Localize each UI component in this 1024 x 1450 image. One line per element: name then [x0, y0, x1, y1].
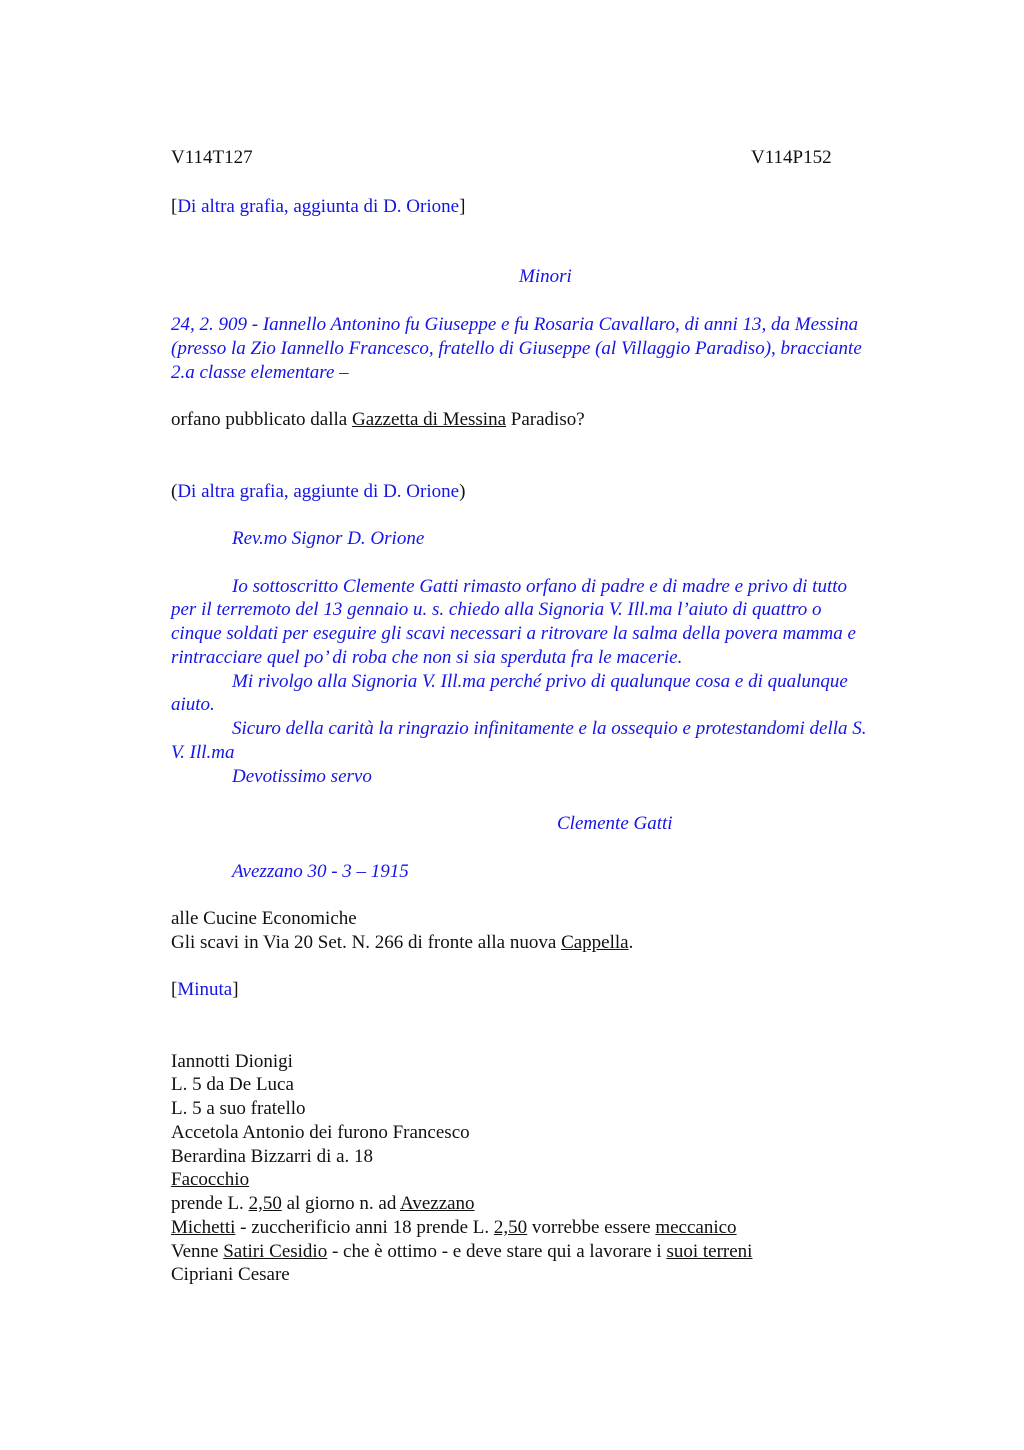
- editorial-note-text: Di altra grafia, aggiunta di D. Orione: [177, 196, 460, 217]
- letter-line: cinque soldati per eseguire gli scavi necessari a ritrovare la salma della povera mamma e: [171, 623, 856, 644]
- list-text: Venne: [171, 1241, 224, 1262]
- letter-line: aiuto.: [171, 694, 215, 715]
- list-item: L. 5 a suo fratello: [171, 1098, 306, 1119]
- note-text: Gli scavi in Via 20 Set. N. 266 di fronte alla nuova: [171, 932, 562, 953]
- list-text: vorrebbe essere: [527, 1217, 656, 1238]
- list-underlined: 2,50: [248, 1193, 282, 1214]
- list-item: Cipriani Cesare: [171, 1264, 290, 1285]
- list-text: al giorno n. ad: [281, 1193, 401, 1214]
- letter-line: Mi rivolgo alla Signoria V. Ill.ma perché privo di qualunque cosa e di qualunque: [232, 671, 848, 692]
- list-underlined: suoi terreni: [666, 1241, 753, 1262]
- list-item: [171, 1216, 737, 1240]
- list-item: [171, 1240, 752, 1264]
- list-underlined: 2,50: [493, 1217, 528, 1238]
- list-item: Berardina Bizzarri di a. 18: [171, 1146, 374, 1167]
- remark-text: orfano pubblicato dalla: [171, 409, 352, 430]
- list-item: Facocchio: [171, 1169, 250, 1190]
- list-text: - che è ottimo - e deve stare qui a lavorare i: [327, 1241, 667, 1262]
- letter-line: per il terremoto del 13 gennaio u. s. chiedo alla Signoria V. Ill.ma l’aiuto di quattro o: [171, 599, 822, 620]
- entry-line: 2.a classe elementare –: [171, 362, 349, 383]
- letter-salutation: Rev.mo Signor D. Orione: [232, 528, 425, 549]
- letter-line: Io sottoscritto Clemente Gatti rimasto orfano di padre e di madre e privo di tutto: [232, 576, 847, 597]
- entry-remark: [171, 408, 585, 432]
- list-item: Accetola Antonio dei furono Francesco: [171, 1122, 470, 1143]
- editorial-note-text: Di altra grafia, aggiunte di D. Orione: [177, 481, 460, 502]
- letter-place-date: Avezzano 30 - 3 – 1915: [232, 861, 409, 882]
- entry-line: (presso la Zio Iannello Francesco, fratello di Giuseppe (al Villaggio Paradiso), bracciante: [171, 338, 862, 359]
- list-item: L. 5 da De Luca: [171, 1074, 294, 1095]
- note-line: [171, 931, 633, 955]
- list-underlined: meccanico: [655, 1217, 737, 1238]
- note-line: alle Cucine Economiche: [171, 908, 357, 929]
- document-code-left: V114T127: [171, 147, 253, 168]
- section-title: Minori: [519, 266, 572, 287]
- list-underlined: Michetti: [171, 1217, 236, 1238]
- editorial-note: [Minuta]: [171, 979, 239, 1000]
- editorial-note-text: Minuta: [177, 979, 233, 1000]
- letter-line: V. Ill.ma: [171, 742, 235, 763]
- editorial-note: (Di altra grafia, aggiunte di D. Orione): [171, 481, 466, 502]
- editorial-note: [Di altra grafia, aggiunta di D. Orione]: [171, 196, 466, 217]
- list-item: [171, 1192, 475, 1216]
- list-underlined: Avezzano: [400, 1193, 475, 1214]
- entry-line: 24, 2. 909 - Iannello Antonino fu Giuseppe e fu Rosaria Cavallaro, di anni 13, da Messina: [171, 314, 859, 335]
- note-text: .: [628, 932, 634, 953]
- document-code-right: V114P152: [751, 147, 832, 168]
- letter-line: Sicuro della carità la ringrazio infinitamente e la ossequio e protestandomi della S.: [232, 718, 867, 739]
- list-text: - zuccherificio anni 18 prende L.: [235, 1217, 494, 1238]
- remark-text: Paradiso?: [506, 409, 585, 430]
- list-underlined: Satiri Cesidio: [223, 1241, 328, 1262]
- letter-line: rintracciare quel po’ di roba che non si sia sperduta fra le macerie.: [171, 647, 683, 668]
- remark-underlined: Gazzetta di Messina: [351, 409, 507, 430]
- list-text: prende L.: [171, 1193, 249, 1214]
- letter-closing: Devotissimo servo: [232, 766, 372, 787]
- note-underlined: Cappella: [561, 932, 629, 953]
- letter-signature: Clemente Gatti: [557, 813, 673, 834]
- list-item: Iannotti Dionigi: [171, 1051, 293, 1072]
